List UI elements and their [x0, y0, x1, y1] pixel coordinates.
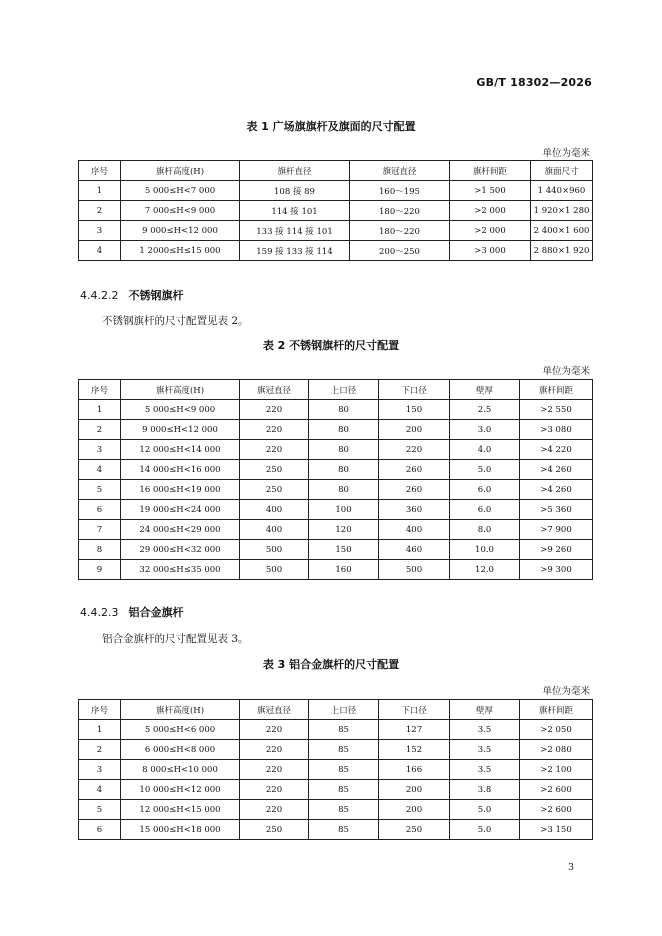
column-header: 旗杆高度(H) — [121, 700, 240, 720]
table-cell: 9 000≤H<12 000 — [121, 420, 240, 440]
table-cell: 80 — [309, 400, 379, 420]
column-header: 序号 — [79, 380, 121, 400]
table-cell: 133 接 114 接 101 — [240, 221, 350, 241]
section-title: 铝合金旗杆 — [128, 606, 184, 619]
table-cell: 4 — [79, 780, 121, 800]
table-cell: 80 — [309, 440, 379, 460]
section-title: 不锈钢旗杆 — [128, 289, 184, 302]
table-cell: >2 050 — [520, 720, 593, 740]
table-cell: 500 — [240, 540, 309, 560]
table-cell: 3 — [79, 221, 121, 241]
table-cell: 166 — [379, 760, 450, 780]
table2-unit: 单位为毫米 — [542, 366, 590, 377]
table-cell: 4.0 — [450, 440, 520, 460]
table-row — [79, 780, 593, 800]
table-cell: >5 360 — [520, 500, 593, 520]
table-cell: 1 — [79, 400, 121, 420]
table-cell: 160 — [309, 560, 379, 580]
column-header: 上口径 — [309, 380, 379, 400]
table-cell: 220 — [240, 800, 309, 820]
table-cell: 220 — [240, 400, 309, 420]
table3-body — [79, 720, 593, 840]
table-cell: 7 000≤H<9 000 — [121, 201, 240, 221]
table-cell: 260 — [379, 460, 450, 480]
table-cell: 15 000≤H<18 000 — [121, 820, 240, 840]
table-cell: 1 440×960 — [531, 181, 593, 201]
column-header: 下口径 — [379, 380, 450, 400]
table-cell: 8.0 — [450, 520, 520, 540]
table-cell: 6 000≤H<8 000 — [121, 740, 240, 760]
header-row — [79, 700, 593, 720]
table-cell: >2 600 — [520, 780, 593, 800]
column-header: 旗冠直径 — [240, 380, 309, 400]
table-cell: 1 2000≤H≤15 000 — [121, 241, 240, 261]
table-cell: 150 — [379, 400, 450, 420]
table-cell: >2 550 — [520, 400, 593, 420]
table-cell: >2 000 — [450, 221, 531, 241]
table-cell: >3 080 — [520, 420, 593, 440]
column-header: 旗杆高度(H) — [121, 161, 240, 181]
table-cell: >2 080 — [520, 740, 593, 760]
table-cell: >3 150 — [520, 820, 593, 840]
table-cell: 250 — [240, 820, 309, 840]
table-row — [79, 820, 593, 840]
section-4423-heading — [80, 604, 183, 620]
table1-body — [79, 181, 593, 261]
table-cell: 2 880×1 920 — [531, 241, 593, 261]
table-cell: 250 — [240, 480, 309, 500]
column-header: 旗杆直径 — [240, 161, 350, 181]
column-header: 旗杆间距 — [520, 380, 593, 400]
table-cell: 6 — [79, 500, 121, 520]
table-row — [79, 420, 593, 440]
table-cell: 500 — [240, 560, 309, 580]
table3-unit: 单位为毫米 — [542, 686, 590, 697]
table-row — [79, 520, 593, 540]
table-cell: 220 — [240, 740, 309, 760]
table-cell: 1 920×1 280 — [531, 201, 593, 221]
column-header: 旗面尺寸 — [531, 161, 593, 181]
table-cell: 3.8 — [450, 780, 520, 800]
table2-body — [79, 400, 593, 580]
table-cell: 12 000≤H<15 000 — [121, 800, 240, 820]
table-cell: 3.5 — [450, 720, 520, 740]
table-cell: 85 — [309, 760, 379, 780]
table3-header — [79, 700, 593, 720]
table-cell: 220 — [240, 780, 309, 800]
table-cell: 220 — [240, 440, 309, 460]
table-cell: 3.5 — [450, 740, 520, 760]
table-row — [79, 480, 593, 500]
table-cell: 200 — [379, 800, 450, 820]
table-cell: 29 000≤H<32 000 — [121, 540, 240, 560]
table1-header — [79, 161, 593, 181]
table3 — [78, 699, 593, 840]
column-header: 旗杆间距 — [520, 700, 593, 720]
table-cell: 6.0 — [450, 480, 520, 500]
table-cell: 400 — [240, 520, 309, 540]
table-cell: 100 — [309, 500, 379, 520]
table-cell: >2 000 — [450, 201, 531, 221]
table-cell: 127 — [379, 720, 450, 740]
table-cell: 85 — [309, 740, 379, 760]
table-cell: 108 接 89 — [240, 181, 350, 201]
table-row — [79, 760, 593, 780]
table-cell: 5 000≤H<7 000 — [121, 181, 240, 201]
column-header: 下口径 — [379, 700, 450, 720]
table-cell: 4 — [79, 241, 121, 261]
column-header: 壁厚 — [450, 380, 520, 400]
column-header: 旗冠直径 — [240, 700, 309, 720]
table-cell: 80 — [309, 480, 379, 500]
table-row — [79, 201, 593, 221]
table-cell: 7 — [79, 520, 121, 540]
table-cell: 10 000≤H<12 000 — [121, 780, 240, 800]
section-number: 4.4.2.3 — [80, 606, 119, 619]
table-cell: 5.0 — [450, 460, 520, 480]
table-cell: 120 — [309, 520, 379, 540]
table-row — [79, 500, 593, 520]
table-cell: >4 260 — [520, 460, 593, 480]
table-cell: 500 — [379, 560, 450, 580]
table-cell: 8 — [79, 540, 121, 560]
table-cell: 14 000≤H<16 000 — [121, 460, 240, 480]
table-row — [79, 460, 593, 480]
column-header: 上口径 — [309, 700, 379, 720]
table-cell: 159 接 133 接 114 — [240, 241, 350, 261]
table-cell: 12 000≤H<14 000 — [121, 440, 240, 460]
column-header: 序号 — [79, 700, 121, 720]
table-cell: 3 — [79, 440, 121, 460]
table-row — [79, 540, 593, 560]
table-cell: 152 — [379, 740, 450, 760]
table-cell: 5 — [79, 480, 121, 500]
table-cell: >4 260 — [520, 480, 593, 500]
table-cell: 3.0 — [450, 420, 520, 440]
table-cell: 24 000≤H<29 000 — [121, 520, 240, 540]
table-cell: 6 — [79, 820, 121, 840]
column-header: 旗杆高度(H) — [121, 380, 240, 400]
table-cell: 250 — [240, 460, 309, 480]
table1-caption: 表 1 广场旗旗杆及旗面的尺寸配置 — [246, 120, 416, 133]
table-cell: 80 — [309, 420, 379, 440]
table-cell: 260 — [379, 480, 450, 500]
table-cell: 5.0 — [450, 820, 520, 840]
table-cell: 5.0 — [450, 800, 520, 820]
table-row — [79, 560, 593, 580]
table-cell: 114 接 101 — [240, 201, 350, 221]
table-cell: 19 000≤H<24 000 — [121, 500, 240, 520]
table-cell: 8 000≤H<10 000 — [121, 760, 240, 780]
table-row — [79, 241, 593, 261]
table-cell: 16 000≤H<19 000 — [121, 480, 240, 500]
table-cell: 85 — [309, 780, 379, 800]
table-cell: >3 000 — [450, 241, 531, 261]
standard-code: GB/T 18302—2026 — [476, 76, 592, 89]
table-cell: 220 — [240, 720, 309, 740]
header-row — [79, 380, 593, 400]
table-cell: 5 000≤H<6 000 — [121, 720, 240, 740]
table-cell: >9 260 — [520, 540, 593, 560]
column-header: 序号 — [79, 161, 121, 181]
table-cell: 150 — [309, 540, 379, 560]
table-cell: 1 — [79, 181, 121, 201]
table-cell: 160～195 — [350, 181, 450, 201]
table-cell: 85 — [309, 820, 379, 840]
table-row — [79, 740, 593, 760]
table2-caption: 表 2 不锈钢旗杆的尺寸配置 — [262, 339, 400, 352]
table-cell: >7 900 — [520, 520, 593, 540]
table-cell: >1 500 — [450, 181, 531, 201]
table-cell: 85 — [309, 800, 379, 820]
table-row — [79, 181, 593, 201]
table-row — [79, 440, 593, 460]
table-cell: 5 000≤H<9 000 — [121, 400, 240, 420]
table-cell: 9 000≤H<12 000 — [121, 221, 240, 241]
table2 — [78, 379, 593, 580]
table-cell: 360 — [379, 500, 450, 520]
table-cell: 220 — [379, 440, 450, 460]
table-cell: 6.0 — [450, 500, 520, 520]
section-4423-text: 铝合金旗杆的尺寸配置见表 3。 — [102, 633, 249, 645]
column-header: 壁厚 — [450, 700, 520, 720]
section-4422-heading — [80, 287, 183, 303]
table2-header — [79, 380, 593, 400]
table1-unit: 单位为毫米 — [542, 148, 590, 159]
table-cell: >2 600 — [520, 800, 593, 820]
table-cell: 200～250 — [350, 241, 450, 261]
table-cell: 200 — [379, 420, 450, 440]
table-cell: 9 — [79, 560, 121, 580]
table-row — [79, 221, 593, 241]
header-row — [79, 161, 593, 181]
table-cell: 2 400×1 600 — [531, 221, 593, 241]
table-cell: 3.5 — [450, 760, 520, 780]
section-4422-text: 不锈钢旗杆的尺寸配置见表 2。 — [102, 315, 249, 327]
table-cell: 400 — [379, 520, 450, 540]
table-cell: 5 — [79, 800, 121, 820]
table-cell: 4 — [79, 460, 121, 480]
table-cell: 12.0 — [450, 560, 520, 580]
table-cell: 180～220 — [350, 221, 450, 241]
table-cell: 3 — [79, 760, 121, 780]
table-cell: 10.0 — [450, 540, 520, 560]
column-header: 旗冠直径 — [350, 161, 450, 181]
table-cell: >9 300 — [520, 560, 593, 580]
section-number: 4.4.2.2 — [80, 289, 119, 302]
page-number: 3 — [567, 862, 574, 873]
table-cell: 2.5 — [450, 400, 520, 420]
table-row — [79, 720, 593, 740]
table-row — [79, 800, 593, 820]
table-cell: 2 — [79, 740, 121, 760]
table-cell: 80 — [309, 460, 379, 480]
table-cell: 85 — [309, 720, 379, 740]
table-cell: 220 — [240, 760, 309, 780]
table-cell: >2 100 — [520, 760, 593, 780]
table-row — [79, 400, 593, 420]
table-cell: >4 220 — [520, 440, 593, 460]
table-cell: 250 — [379, 820, 450, 840]
table-cell: 220 — [240, 420, 309, 440]
table-cell: 200 — [379, 780, 450, 800]
table-cell: 180～220 — [350, 201, 450, 221]
table3-caption: 表 3 铝合金旗杆的尺寸配置 — [262, 658, 400, 671]
table-cell: 460 — [379, 540, 450, 560]
table-cell: 32 000≤H≤35 000 — [121, 560, 240, 580]
table-cell: 2 — [79, 420, 121, 440]
table-cell: 2 — [79, 201, 121, 221]
table1 — [78, 160, 593, 261]
table-cell: 1 — [79, 720, 121, 740]
table-cell: 400 — [240, 500, 309, 520]
column-header: 旗杆间距 — [450, 161, 531, 181]
